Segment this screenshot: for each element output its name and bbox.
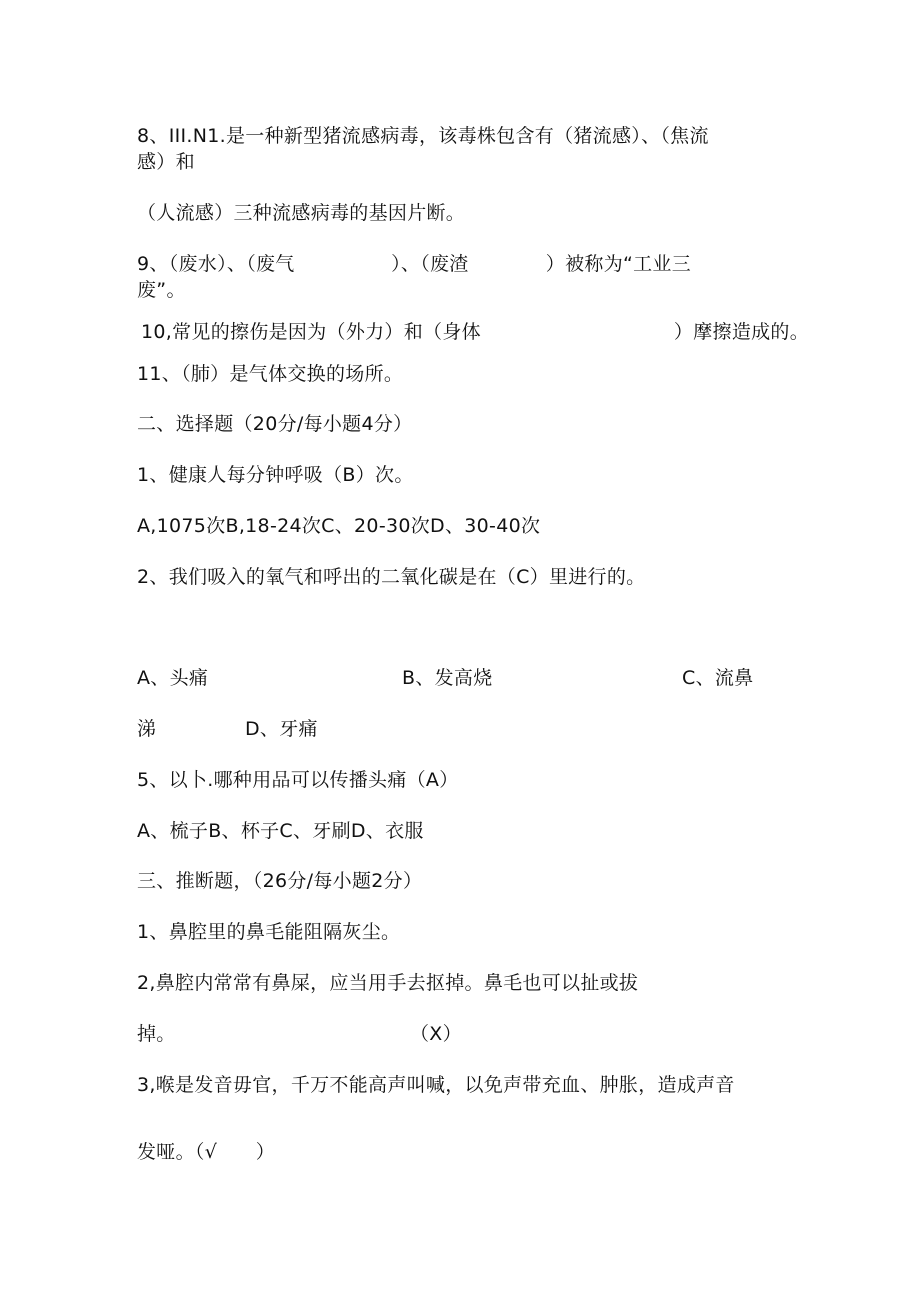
question-9-line-1: 9、（废水）、（废气 ）、（废渣 ）被称为“工业三	[137, 253, 692, 275]
choice-question-5-options: A、梳子B、杯子C、牙刷D、衣服	[137, 820, 424, 842]
choice-question-1: 1、健康人每分钟呼吸（B）次。	[137, 464, 414, 486]
question-10: 10,常见的擦伤是因为（外力）和（身体 ）摩擦造成的。	[141, 321, 810, 343]
question-8-line-3: （人流感）三种流感病毒的基因片断。	[137, 202, 466, 224]
choice-question-2: 2、我们吸入的氧气和呼出的二氧化碳是在（C）里进行的。	[137, 566, 646, 588]
question-9-line-2: 废”。	[137, 279, 186, 301]
judgement-question-1: 1、鼻腔里的鼻毛能阻隔灰尘。	[137, 921, 401, 943]
judgement-question-2-line-2: 掉。	[137, 1023, 176, 1045]
judgement-question-3-line-2: 发哑。（√ ）	[137, 1141, 276, 1163]
option-c-continued: 涕	[137, 718, 157, 740]
choice-question-5: 5、以卜.哪种用品可以传播头痛（A）	[137, 769, 459, 791]
section-3-heading: 三、推断题，（26分/每小题2分）	[137, 870, 423, 892]
option-c: C、流鼻	[682, 667, 754, 689]
choice-question-1-options: A,1075次B,18-24次C、20-30次D、30-40次	[137, 515, 541, 537]
judgement-question-2-line-1: 2,鼻腔内常常有鼻屎，应当用手去抠掉。鼻毛也可以扯或拔	[137, 972, 639, 994]
section-2-heading: 二、选择题（20分/每小题4分）	[137, 413, 413, 435]
judgement-question-2-answer: （X）	[410, 1023, 462, 1045]
option-d: D、牙痛	[245, 718, 318, 740]
judgement-question-3-line-1: 3,喉是发音毋官，千万不能高声叫喊，以免声带充血、肿胀，造成声音	[137, 1074, 735, 1096]
option-a: A、头痛	[137, 667, 209, 689]
question-8-line-1: 8、III.N1.是一种新型猪流感病毒，该毒株包含有（猪流感）、（焦流	[137, 125, 709, 147]
option-b: B、发高烧	[402, 667, 493, 689]
question-11: 11、（肺）是气体交换的场所。	[137, 363, 404, 385]
question-8-line-2: 感）和	[137, 151, 195, 173]
